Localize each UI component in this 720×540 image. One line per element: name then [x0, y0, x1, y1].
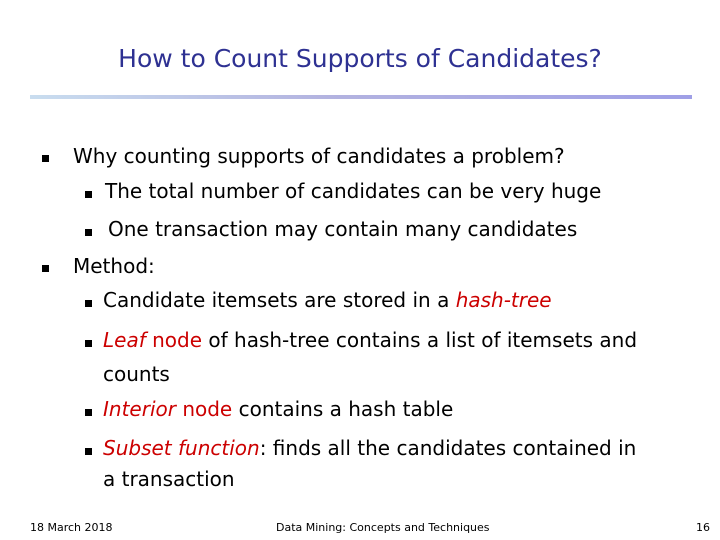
sub-bullet-continuation: counts	[103, 362, 170, 386]
emphasis-text: Leaf	[103, 328, 146, 352]
bullet-marker	[85, 448, 92, 455]
highlight-text: node	[175, 397, 233, 421]
slide-title: How to Count Supports of Candidates?	[118, 44, 602, 73]
footer-page-number: 16	[696, 521, 710, 534]
bullet-marker	[85, 340, 92, 347]
plain-text: Candidate itemsets are stored in a	[103, 288, 456, 312]
emphasis-text: hash-tree	[455, 288, 552, 312]
bullet-text: Method:	[73, 254, 155, 278]
sub-bullet-text	[103, 435, 636, 461]
plain-text: of hash-tree contains a list of itemsets and	[202, 328, 638, 352]
sub-bullet-continuation: a transaction	[103, 467, 235, 491]
title-divider	[30, 95, 692, 99]
bullet-marker	[85, 229, 92, 236]
sub-bullet-text: One transaction may contain many candidates	[108, 217, 578, 241]
emphasis-text: Subset function	[103, 436, 260, 460]
footer-course: Data Mining: Concepts and Techniques	[276, 521, 490, 534]
bullet-marker	[85, 409, 92, 416]
highlight-text: node	[145, 328, 203, 352]
bullet-marker	[42, 155, 49, 162]
footer-date: 18 March 2018	[30, 521, 113, 534]
bullet-marker	[85, 191, 92, 198]
sub-bullet-text	[103, 287, 552, 313]
emphasis-text: Interior	[103, 397, 176, 421]
sub-bullet-text	[103, 396, 453, 422]
plain-text: : finds all the candidates contained in	[259, 436, 637, 460]
plain-text: contains a hash table	[232, 397, 454, 421]
bullet-text: Why counting supports of candidates a problem?	[73, 144, 565, 168]
sub-bullet-text	[103, 327, 637, 353]
sub-bullet-text: The total number of candidates can be very huge	[105, 179, 602, 203]
bullet-marker	[42, 265, 49, 272]
bullet-marker	[85, 300, 92, 307]
